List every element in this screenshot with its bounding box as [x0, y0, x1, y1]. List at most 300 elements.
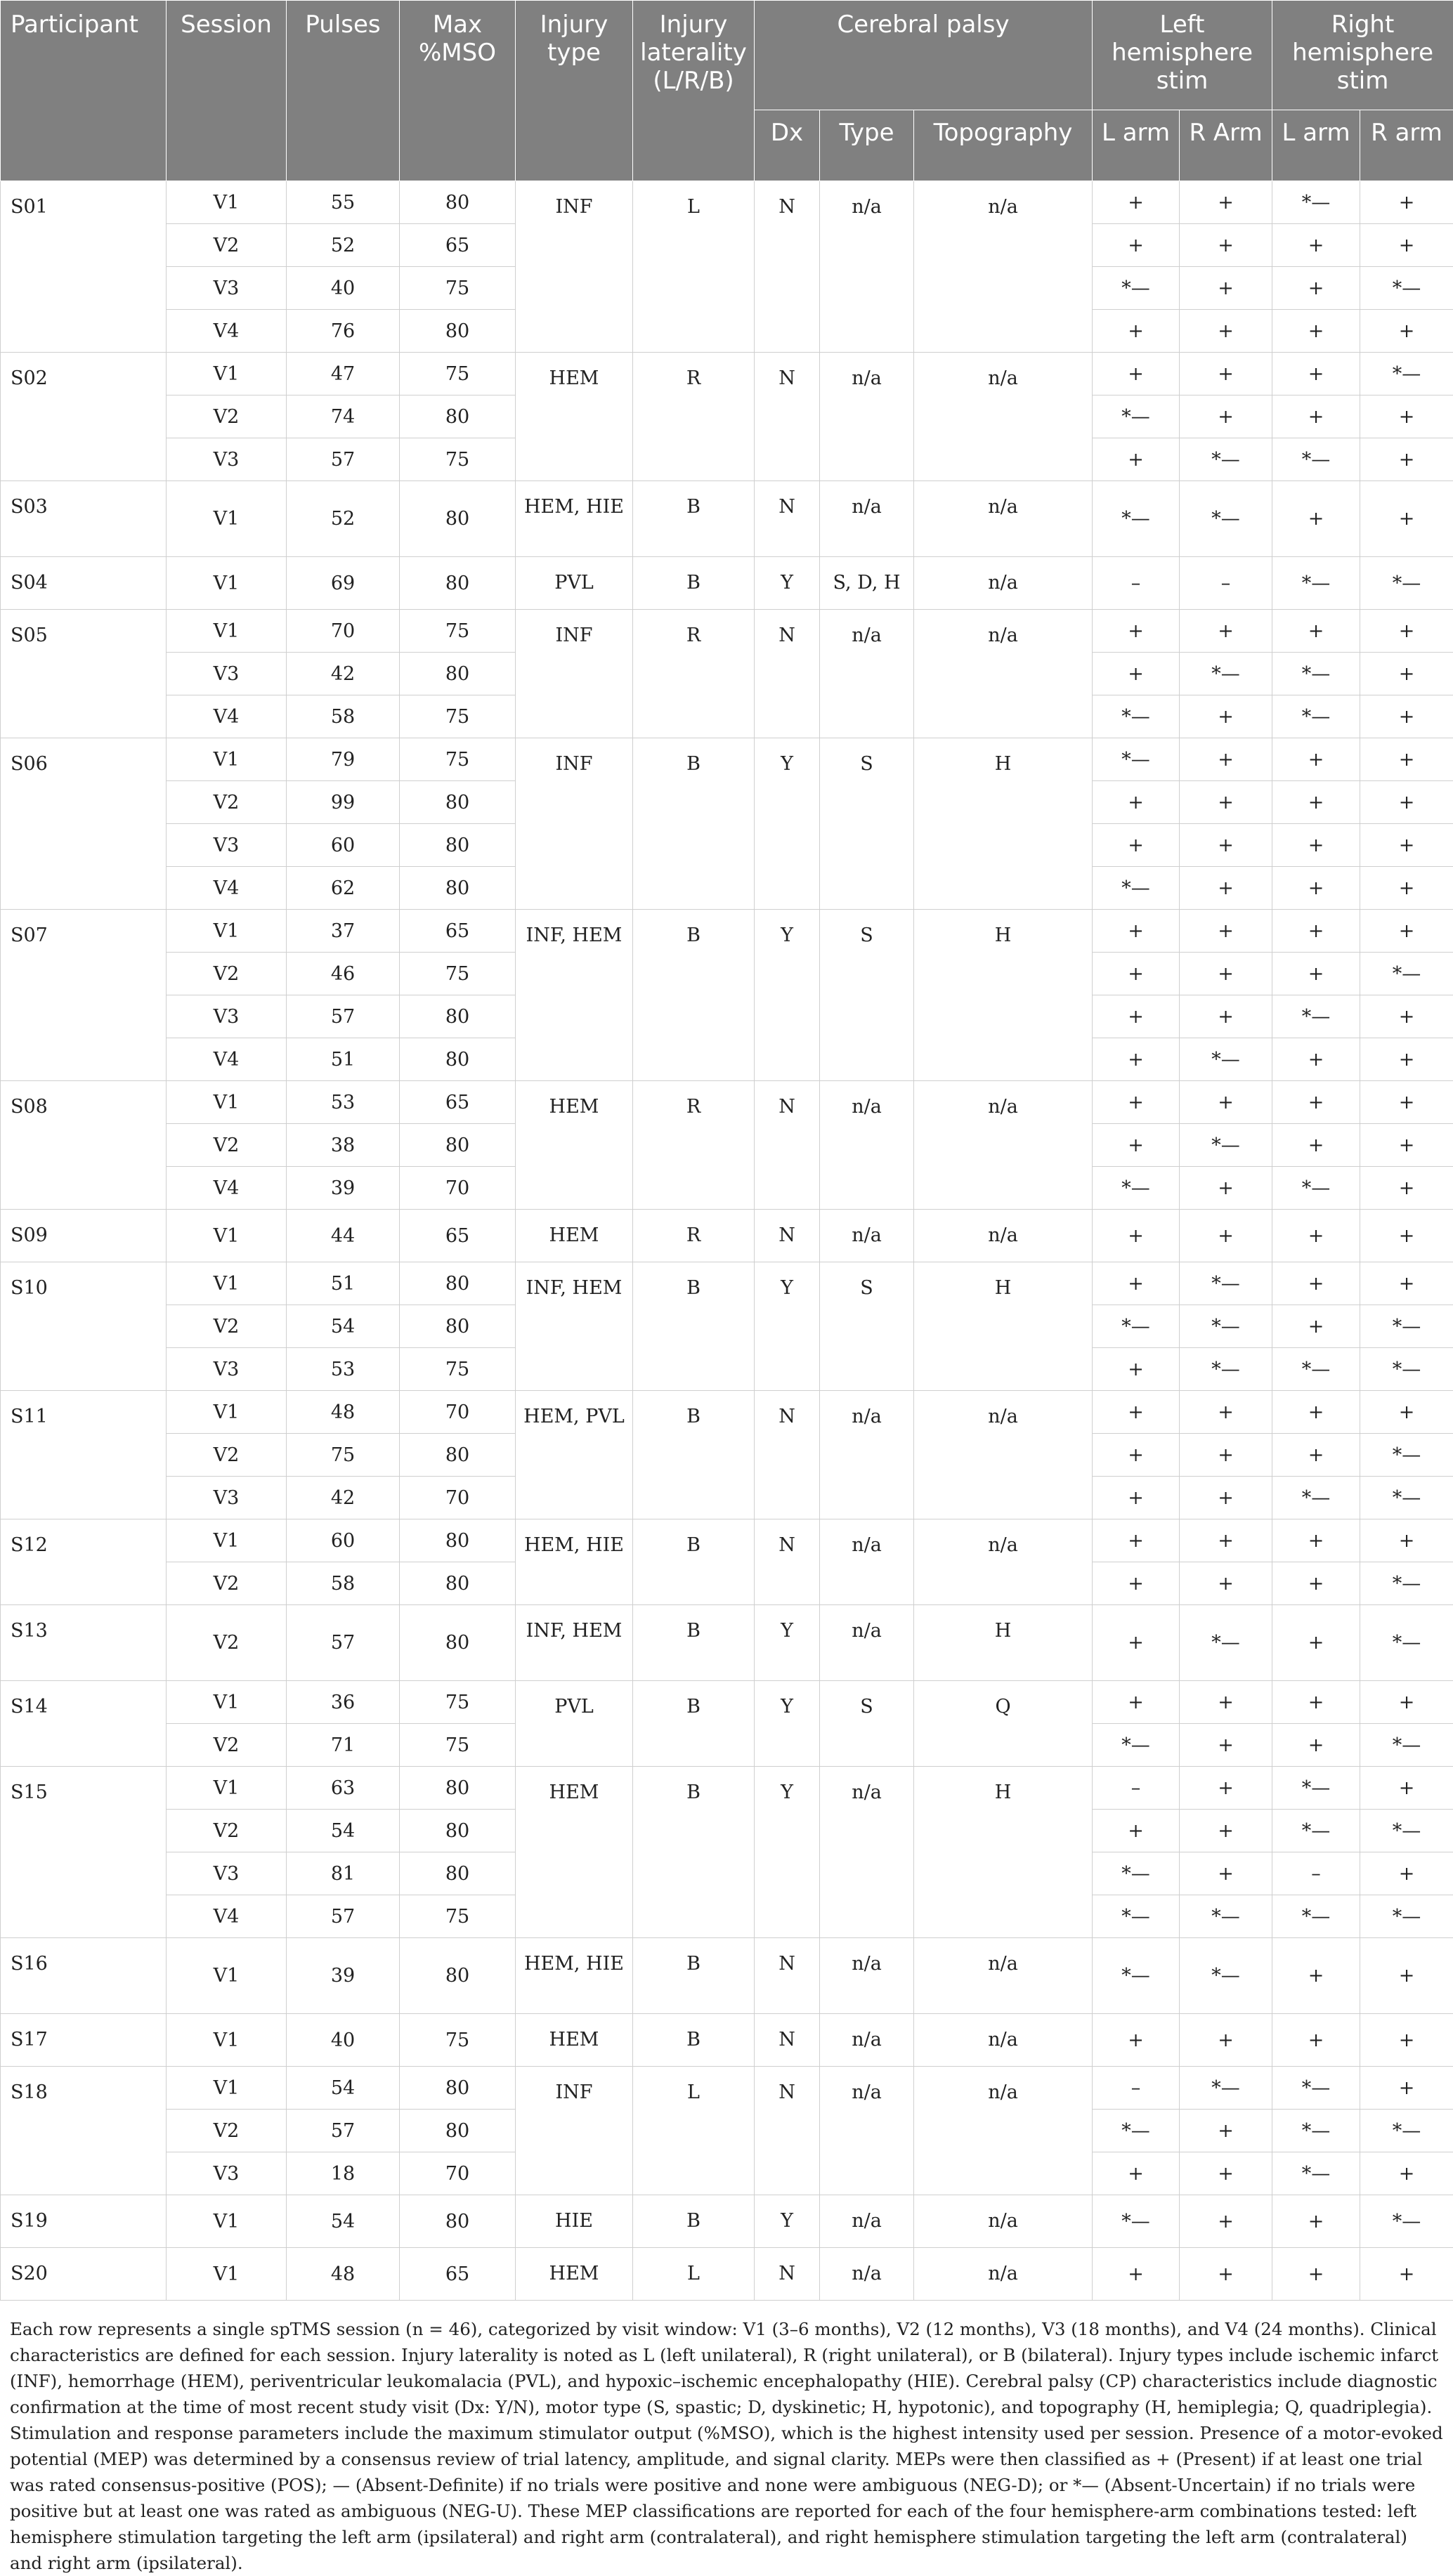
cell-right-stim-l-arm: *—: [1272, 1348, 1360, 1391]
cell-cp-topography: H: [914, 1767, 1093, 1938]
header-right-hemisphere-stim: Right hemisphere stim: [1272, 1, 1453, 110]
cell-cp-type: S: [820, 1681, 914, 1767]
cell-pulses: 99: [287, 781, 400, 824]
table-row: [1, 1081, 1453, 1124]
cell-left-stim-r-arm: +: [1180, 824, 1272, 867]
header-pulses: Pulses: [287, 1, 400, 181]
cell-session: V3: [167, 2152, 287, 2195]
cell-cp-topography: n/a: [914, 2195, 1093, 2248]
cell-left-stim-r-arm: +: [1180, 738, 1272, 781]
cell-pulses: 37: [287, 910, 400, 953]
cell-session: V1: [167, 738, 287, 781]
cell-left-stim-l-arm: –: [1093, 2067, 1180, 2110]
cell-max-mso: 65: [400, 910, 516, 953]
cell-right-stim-r-arm: +: [1360, 395, 1453, 438]
cell-left-stim-r-arm: –: [1180, 557, 1272, 610]
table-row: [1, 2014, 1453, 2067]
cell-left-stim-l-arm: *—: [1093, 1852, 1180, 1895]
cell-left-stim-r-arm: *—: [1180, 1895, 1272, 1938]
cell-left-stim-l-arm: *—: [1093, 395, 1180, 438]
cell-max-mso: 80: [400, 1434, 516, 1477]
cell-injury-laterality: B: [633, 2195, 755, 2248]
cell-pulses: 54: [287, 1810, 400, 1852]
cell-left-stim-l-arm: *—: [1093, 1938, 1180, 2014]
cell-left-stim-l-arm: +: [1093, 1210, 1180, 1262]
cell-session: V4: [167, 695, 287, 738]
cell-participant-id: S17: [1, 2014, 167, 2067]
cell-session: V1: [167, 1681, 287, 1724]
cell-left-stim-l-arm: +: [1093, 353, 1180, 395]
cell-left-stim-r-arm: +: [1180, 395, 1272, 438]
cell-max-mso: 75: [400, 2014, 516, 2067]
cell-cp-dx: N: [755, 2067, 820, 2195]
header-cp-topography: Topography: [914, 110, 1093, 181]
cell-session: V1: [167, 481, 287, 557]
cell-session: V3: [167, 653, 287, 695]
cell-pulses: 57: [287, 2110, 400, 2152]
cell-right-stim-r-arm: +: [1360, 310, 1453, 353]
cell-pulses: 57: [287, 1895, 400, 1938]
cell-cp-type: n/a: [820, 1081, 914, 1210]
cell-pulses: 53: [287, 1348, 400, 1391]
cell-right-stim-l-arm: *—: [1272, 695, 1360, 738]
header-injury-laterality: Injury laterality (L/R/B): [633, 1, 755, 181]
cell-pulses: 51: [287, 1038, 400, 1081]
cell-right-stim-l-arm: *—: [1272, 653, 1360, 695]
cell-left-stim-l-arm: +: [1093, 1519, 1180, 1562]
cell-pulses: 57: [287, 995, 400, 1038]
cell-left-stim-r-arm: *—: [1180, 1305, 1272, 1348]
cell-injury-laterality: B: [633, 481, 755, 557]
cell-participant-id: S04: [1, 557, 167, 610]
cell-left-stim-r-arm: *—: [1180, 1605, 1272, 1681]
cell-cp-type: n/a: [820, 2014, 914, 2067]
cell-injury-laterality: B: [633, 557, 755, 610]
cell-injury-laterality: B: [633, 2014, 755, 2067]
header-cerebral-palsy: Cerebral palsy: [755, 1, 1093, 110]
cell-session: V1: [167, 2195, 287, 2248]
cell-cp-dx: N: [755, 1210, 820, 1262]
cell-max-mso: 80: [400, 481, 516, 557]
cell-max-mso: 80: [400, 1605, 516, 1681]
cell-max-mso: 75: [400, 353, 516, 395]
cell-max-mso: 70: [400, 2152, 516, 2195]
cell-right-stim-l-arm: +: [1272, 1081, 1360, 1124]
cell-injury-type: HEM: [516, 1767, 633, 1938]
cell-injury-laterality: B: [633, 1519, 755, 1605]
cell-max-mso: 80: [400, 1519, 516, 1562]
cell-cp-dx: N: [755, 1081, 820, 1210]
table-header: [1, 1, 1453, 181]
cell-right-stim-l-arm: *—: [1272, 2110, 1360, 2152]
cell-right-stim-r-arm: +: [1360, 1391, 1453, 1434]
cell-pulses: 57: [287, 1605, 400, 1681]
cell-max-mso: 75: [400, 438, 516, 481]
cell-max-mso: 75: [400, 695, 516, 738]
cell-max-mso: 80: [400, 824, 516, 867]
cell-cp-dx: N: [755, 2248, 820, 2301]
cell-session: V1: [167, 1519, 287, 1562]
cell-cp-topography: n/a: [914, 2067, 1093, 2195]
cell-left-stim-r-arm: +: [1180, 2248, 1272, 2301]
cell-participant-id: S14: [1, 1681, 167, 1767]
cell-injury-type: INF, HEM: [516, 910, 633, 1081]
table-row: [1, 1262, 1453, 1305]
cell-right-stim-r-arm: +: [1360, 910, 1453, 953]
cell-right-stim-l-arm: *—: [1272, 1810, 1360, 1852]
cell-session: V2: [167, 1434, 287, 1477]
cell-session: V1: [167, 2248, 287, 2301]
cell-right-stim-l-arm: +: [1272, 1605, 1360, 1681]
cell-right-stim-l-arm: +: [1272, 610, 1360, 653]
cell-right-stim-r-arm: *—: [1360, 267, 1453, 310]
cell-right-stim-l-arm: +: [1272, 953, 1360, 995]
cell-max-mso: 75: [400, 738, 516, 781]
cell-right-stim-r-arm: *—: [1360, 1895, 1453, 1938]
cell-max-mso: 75: [400, 1348, 516, 1391]
cell-right-stim-r-arm: *—: [1360, 1562, 1453, 1605]
cell-injury-laterality: B: [633, 1605, 755, 1681]
cell-pulses: 62: [287, 867, 400, 910]
cell-participant-id: S16: [1, 1938, 167, 2014]
header-left-stim-l-arm: L arm: [1093, 110, 1180, 181]
cell-right-stim-r-arm: +: [1360, 2248, 1453, 2301]
cell-participant-id: S03: [1, 481, 167, 557]
cell-right-stim-r-arm: +: [1360, 695, 1453, 738]
cell-right-stim-r-arm: *—: [1360, 953, 1453, 995]
cell-cp-type: n/a: [820, 610, 914, 738]
cell-right-stim-r-arm: +: [1360, 824, 1453, 867]
cell-cp-dx: N: [755, 2014, 820, 2067]
cell-cp-dx: N: [755, 181, 820, 353]
cell-left-stim-l-arm: +: [1093, 224, 1180, 267]
cell-left-stim-r-arm: *—: [1180, 1938, 1272, 2014]
cell-cp-topography: n/a: [914, 481, 1093, 557]
cell-left-stim-r-arm: +: [1180, 1681, 1272, 1724]
cell-cp-topography: Q: [914, 1681, 1093, 1767]
cell-max-mso: 70: [400, 1167, 516, 1210]
cell-right-stim-r-arm: *—: [1360, 1810, 1453, 1852]
cell-pulses: 70: [287, 610, 400, 653]
cell-left-stim-r-arm: *—: [1180, 2067, 1272, 2110]
cell-participant-id: S02: [1, 353, 167, 481]
cell-left-stim-r-arm: +: [1180, 781, 1272, 824]
cell-cp-type: S: [820, 738, 914, 910]
cell-participant-id: S05: [1, 610, 167, 738]
cell-right-stim-r-arm: +: [1360, 1681, 1453, 1724]
cell-session: V1: [167, 2067, 287, 2110]
cell-right-stim-l-arm: +: [1272, 781, 1360, 824]
cell-left-stim-r-arm: +: [1180, 267, 1272, 310]
header-session: Session: [167, 1, 287, 181]
cell-right-stim-l-arm: +: [1272, 2195, 1360, 2248]
table-row: [1, 181, 1453, 224]
cell-right-stim-r-arm: +: [1360, 1038, 1453, 1081]
cell-session: V2: [167, 1605, 287, 1681]
cell-right-stim-l-arm: +: [1272, 1938, 1360, 2014]
cell-injury-laterality: B: [633, 738, 755, 910]
cell-cp-type: n/a: [820, 481, 914, 557]
cell-participant-id: S18: [1, 2067, 167, 2195]
cell-left-stim-l-arm: +: [1093, 310, 1180, 353]
cell-participant-id: S06: [1, 738, 167, 910]
cell-cp-topography: n/a: [914, 1210, 1093, 1262]
cell-right-stim-l-arm: *—: [1272, 2067, 1360, 2110]
cell-injury-laterality: B: [633, 1681, 755, 1767]
cell-cp-type: n/a: [820, 353, 914, 481]
cell-right-stim-l-arm: +: [1272, 910, 1360, 953]
cell-pulses: 47: [287, 353, 400, 395]
cell-cp-topography: n/a: [914, 2014, 1093, 2067]
cell-right-stim-r-arm: *—: [1360, 2195, 1453, 2248]
cell-left-stim-l-arm: +: [1093, 1605, 1180, 1681]
cell-right-stim-r-arm: *—: [1360, 1605, 1453, 1681]
cell-pulses: 39: [287, 1167, 400, 1210]
cell-cp-topography: n/a: [914, 1391, 1093, 1519]
cell-max-mso: 80: [400, 1767, 516, 1810]
cell-pulses: 63: [287, 1767, 400, 1810]
cell-right-stim-r-arm: +: [1360, 1262, 1453, 1305]
table-row: [1, 481, 1453, 557]
cell-right-stim-r-arm: +: [1360, 2067, 1453, 2110]
cell-injury-type: INF: [516, 610, 633, 738]
cell-max-mso: 65: [400, 1081, 516, 1124]
cell-participant-id: S13: [1, 1605, 167, 1681]
cell-left-stim-l-arm: +: [1093, 1681, 1180, 1724]
cell-left-stim-r-arm: +: [1180, 2110, 1272, 2152]
cell-pulses: 54: [287, 2195, 400, 2248]
cell-right-stim-r-arm: +: [1360, 1852, 1453, 1895]
cell-pulses: 42: [287, 1477, 400, 1519]
cell-session: V2: [167, 953, 287, 995]
cell-cp-dx: N: [755, 610, 820, 738]
header-max-mso: Max %MSO: [400, 1, 516, 181]
cell-pulses: 48: [287, 2248, 400, 2301]
cell-right-stim-r-arm: *—: [1360, 1724, 1453, 1767]
cell-cp-dx: N: [755, 1391, 820, 1519]
header-left-stim-r-arm: R Arm: [1180, 110, 1272, 181]
cell-left-stim-r-arm: +: [1180, 224, 1272, 267]
cell-cp-topography: H: [914, 1605, 1093, 1681]
cell-right-stim-l-arm: +: [1272, 2014, 1360, 2067]
cell-session: V1: [167, 1391, 287, 1434]
cell-participant-id: S01: [1, 181, 167, 353]
cell-right-stim-r-arm: +: [1360, 738, 1453, 781]
cell-injury-laterality: L: [633, 181, 755, 353]
cell-cp-type: n/a: [820, 1391, 914, 1519]
cell-session: V2: [167, 781, 287, 824]
cell-right-stim-l-arm: +: [1272, 1519, 1360, 1562]
cell-cp-topography: n/a: [914, 1519, 1093, 1605]
cell-injury-laterality: R: [633, 353, 755, 481]
cell-left-stim-r-arm: +: [1180, 1391, 1272, 1434]
cell-injury-laterality: L: [633, 2248, 755, 2301]
cell-injury-laterality: R: [633, 1210, 755, 1262]
cell-right-stim-l-arm: +: [1272, 1562, 1360, 1605]
cell-left-stim-r-arm: +: [1180, 1167, 1272, 1210]
cell-right-stim-r-arm: *—: [1360, 1348, 1453, 1391]
cell-right-stim-r-arm: +: [1360, 481, 1453, 557]
cell-left-stim-r-arm: +: [1180, 1081, 1272, 1124]
cell-session: V2: [167, 1562, 287, 1605]
cell-session: V1: [167, 353, 287, 395]
cell-pulses: 79: [287, 738, 400, 781]
cell-session: V3: [167, 1477, 287, 1519]
cell-left-stim-r-arm: +: [1180, 2152, 1272, 2195]
cell-max-mso: 70: [400, 1477, 516, 1519]
cell-left-stim-l-arm: +: [1093, 1262, 1180, 1305]
cell-max-mso: 75: [400, 953, 516, 995]
cell-max-mso: 80: [400, 310, 516, 353]
cell-max-mso: 65: [400, 224, 516, 267]
cell-right-stim-r-arm: *—: [1360, 2110, 1453, 2152]
cell-pulses: 38: [287, 1124, 400, 1167]
cell-left-stim-r-arm: +: [1180, 1852, 1272, 1895]
cell-cp-topography: n/a: [914, 1938, 1093, 2014]
cell-participant-id: S10: [1, 1262, 167, 1391]
cell-cp-dx: Y: [755, 1605, 820, 1681]
cell-injury-type: PVL: [516, 557, 633, 610]
cell-pulses: 39: [287, 1938, 400, 2014]
cell-left-stim-r-arm: *—: [1180, 481, 1272, 557]
cell-left-stim-l-arm: +: [1093, 1391, 1180, 1434]
header-participant: Participant: [1, 1, 167, 181]
cell-left-stim-r-arm: +: [1180, 1724, 1272, 1767]
cell-cp-dx: Y: [755, 910, 820, 1081]
cell-cp-dx: Y: [755, 1767, 820, 1938]
cell-pulses: 48: [287, 1391, 400, 1434]
cell-left-stim-r-arm: +: [1180, 1210, 1272, 1262]
cell-left-stim-r-arm: *—: [1180, 653, 1272, 695]
cell-max-mso: 75: [400, 610, 516, 653]
cell-session: V3: [167, 995, 287, 1038]
cell-cp-type: n/a: [820, 2248, 914, 2301]
cell-pulses: 52: [287, 481, 400, 557]
cell-cp-dx: N: [755, 353, 820, 481]
cell-left-stim-r-arm: *—: [1180, 438, 1272, 481]
cell-right-stim-l-arm: +: [1272, 1262, 1360, 1305]
cell-right-stim-l-arm: +: [1272, 1724, 1360, 1767]
cell-pulses: 36: [287, 1681, 400, 1724]
cell-participant-id: S19: [1, 2195, 167, 2248]
cell-max-mso: 80: [400, 181, 516, 224]
cell-left-stim-l-arm: +: [1093, 824, 1180, 867]
cell-participant-id: S08: [1, 1081, 167, 1210]
cell-left-stim-r-arm: +: [1180, 310, 1272, 353]
cell-left-stim-l-arm: *—: [1093, 2110, 1180, 2152]
cell-max-mso: 75: [400, 267, 516, 310]
cell-left-stim-l-arm: +: [1093, 781, 1180, 824]
cell-session: V4: [167, 867, 287, 910]
table-row: [1, 1681, 1453, 1724]
cell-right-stim-l-arm: *—: [1272, 181, 1360, 224]
cell-max-mso: 70: [400, 1391, 516, 1434]
cell-session: V1: [167, 1767, 287, 1810]
cell-cp-topography: H: [914, 910, 1093, 1081]
cell-pulses: 40: [287, 267, 400, 310]
cell-max-mso: 80: [400, 1124, 516, 1167]
cell-right-stim-r-arm: +: [1360, 224, 1453, 267]
cell-left-stim-r-arm: +: [1180, 181, 1272, 224]
cell-right-stim-r-arm: +: [1360, 653, 1453, 695]
cell-session: V1: [167, 1262, 287, 1305]
cell-session: V4: [167, 1038, 287, 1081]
cell-injury-type: HEM: [516, 2014, 633, 2067]
cell-left-stim-r-arm: +: [1180, 610, 1272, 653]
cell-right-stim-l-arm: *—: [1272, 1477, 1360, 1519]
cell-session: V2: [167, 1724, 287, 1767]
cell-max-mso: 80: [400, 781, 516, 824]
cell-right-stim-r-arm: +: [1360, 1519, 1453, 1562]
cell-left-stim-l-arm: +: [1093, 438, 1180, 481]
cell-max-mso: 75: [400, 1895, 516, 1938]
cell-cp-type: S, D, H: [820, 557, 914, 610]
cell-injury-laterality: B: [633, 910, 755, 1081]
cell-pulses: 46: [287, 953, 400, 995]
cell-right-stim-l-arm: +: [1272, 1391, 1360, 1434]
table-row: [1, 910, 1453, 953]
cell-right-stim-l-arm: *—: [1272, 1895, 1360, 1938]
cell-session: V1: [167, 1938, 287, 2014]
cell-injury-laterality: B: [633, 1391, 755, 1519]
table-row: [1, 738, 1453, 781]
table-footnote: Each row represents a single spTMS session (n = 46), categorized by visit window: V1 (3–6 months), V2 (12 months), V3 (18 months), and V4 (24 months). Clinical characteristics are defined for each session. Injury laterality is noted as L (left unilateral), R (right unilateral), or B (bilateral). Injury types include ischemic infarct (INF), hemorrhage (HEM), periventricular leukomalacia (PVL), and hypoxic–ischemic encephalopathy (HIE). Cerebral palsy (CP) characteristics include diagnostic confirmation at the time of most recent study visit (Dx: Y/N), motor type (S, spastic; D, dyskinetic; H, hypotonic), and topography (H, hemiplegia; Q, quadriplegia). Stimulation and response parameters include the maximum stimulator output (%MSO), which is the highest intensity used per session. Presence of a motor-evoked potential (MEP) was determined by a consensus review of trial latency, amplitude, and signal clarity. MEPs were then classified as + (Present) if at least one trial was rated consensus-positive (POS); — (Absent-Definite) if no trials were positive and none were ambiguous (NEG-D); or *— (Absent-Uncertain) if no trials were positive but at least one was rated as ambiguous (NEG-U). These MEP classifications are reported for each of the four hemisphere-arm combinations tested: left hemisphere stimulation targeting the left arm (ipsilateral) and right arm (contralateral), and right hemisphere stimulation targeting the left arm (contralateral) and right arm (ipsilateral).: [0, 2301, 1453, 2576]
cell-session: V2: [167, 224, 287, 267]
cell-injury-type: HEM: [516, 1210, 633, 1262]
table-body: [1, 181, 1453, 2301]
cell-session: V1: [167, 557, 287, 610]
cell-max-mso: 80: [400, 1938, 516, 2014]
cell-max-mso: 80: [400, 995, 516, 1038]
cell-left-stim-r-arm: +: [1180, 2014, 1272, 2067]
cell-session: V2: [167, 1124, 287, 1167]
cell-cp-topography: n/a: [914, 557, 1093, 610]
cell-left-stim-l-arm: *—: [1093, 267, 1180, 310]
cell-session: V3: [167, 824, 287, 867]
cell-cp-type: n/a: [820, 1767, 914, 1938]
cell-left-stim-r-arm: +: [1180, 1810, 1272, 1852]
cell-cp-type: n/a: [820, 2195, 914, 2248]
cell-max-mso: 65: [400, 2248, 516, 2301]
cell-pulses: 71: [287, 1724, 400, 1767]
cell-right-stim-r-arm: +: [1360, 438, 1453, 481]
cell-left-stim-r-arm: +: [1180, 353, 1272, 395]
cell-injury-type: INF: [516, 181, 633, 353]
cell-cp-topography: n/a: [914, 2248, 1093, 2301]
cell-right-stim-l-arm: +: [1272, 1434, 1360, 1477]
cell-right-stim-r-arm: +: [1360, 1167, 1453, 1210]
cell-right-stim-l-arm: +: [1272, 1305, 1360, 1348]
cell-pulses: 75: [287, 1434, 400, 1477]
cell-pulses: 42: [287, 653, 400, 695]
cell-pulses: 74: [287, 395, 400, 438]
cell-right-stim-l-arm: +: [1272, 481, 1360, 557]
header-left-hemisphere-stim: Left hemisphere stim: [1093, 1, 1272, 110]
cell-right-stim-l-arm: –: [1272, 1852, 1360, 1895]
cell-left-stim-r-arm: +: [1180, 995, 1272, 1038]
cell-left-stim-l-arm: *—: [1093, 481, 1180, 557]
table-row: [1, 353, 1453, 395]
cell-pulses: 53: [287, 1081, 400, 1124]
cell-injury-laterality: B: [633, 1262, 755, 1391]
cell-cp-dx: N: [755, 1938, 820, 2014]
cell-pulses: 54: [287, 2067, 400, 2110]
cell-session: V3: [167, 267, 287, 310]
cell-cp-dx: Y: [755, 2195, 820, 2248]
cell-session: V1: [167, 1081, 287, 1124]
cell-pulses: 58: [287, 695, 400, 738]
cell-right-stim-r-arm: +: [1360, 1081, 1453, 1124]
